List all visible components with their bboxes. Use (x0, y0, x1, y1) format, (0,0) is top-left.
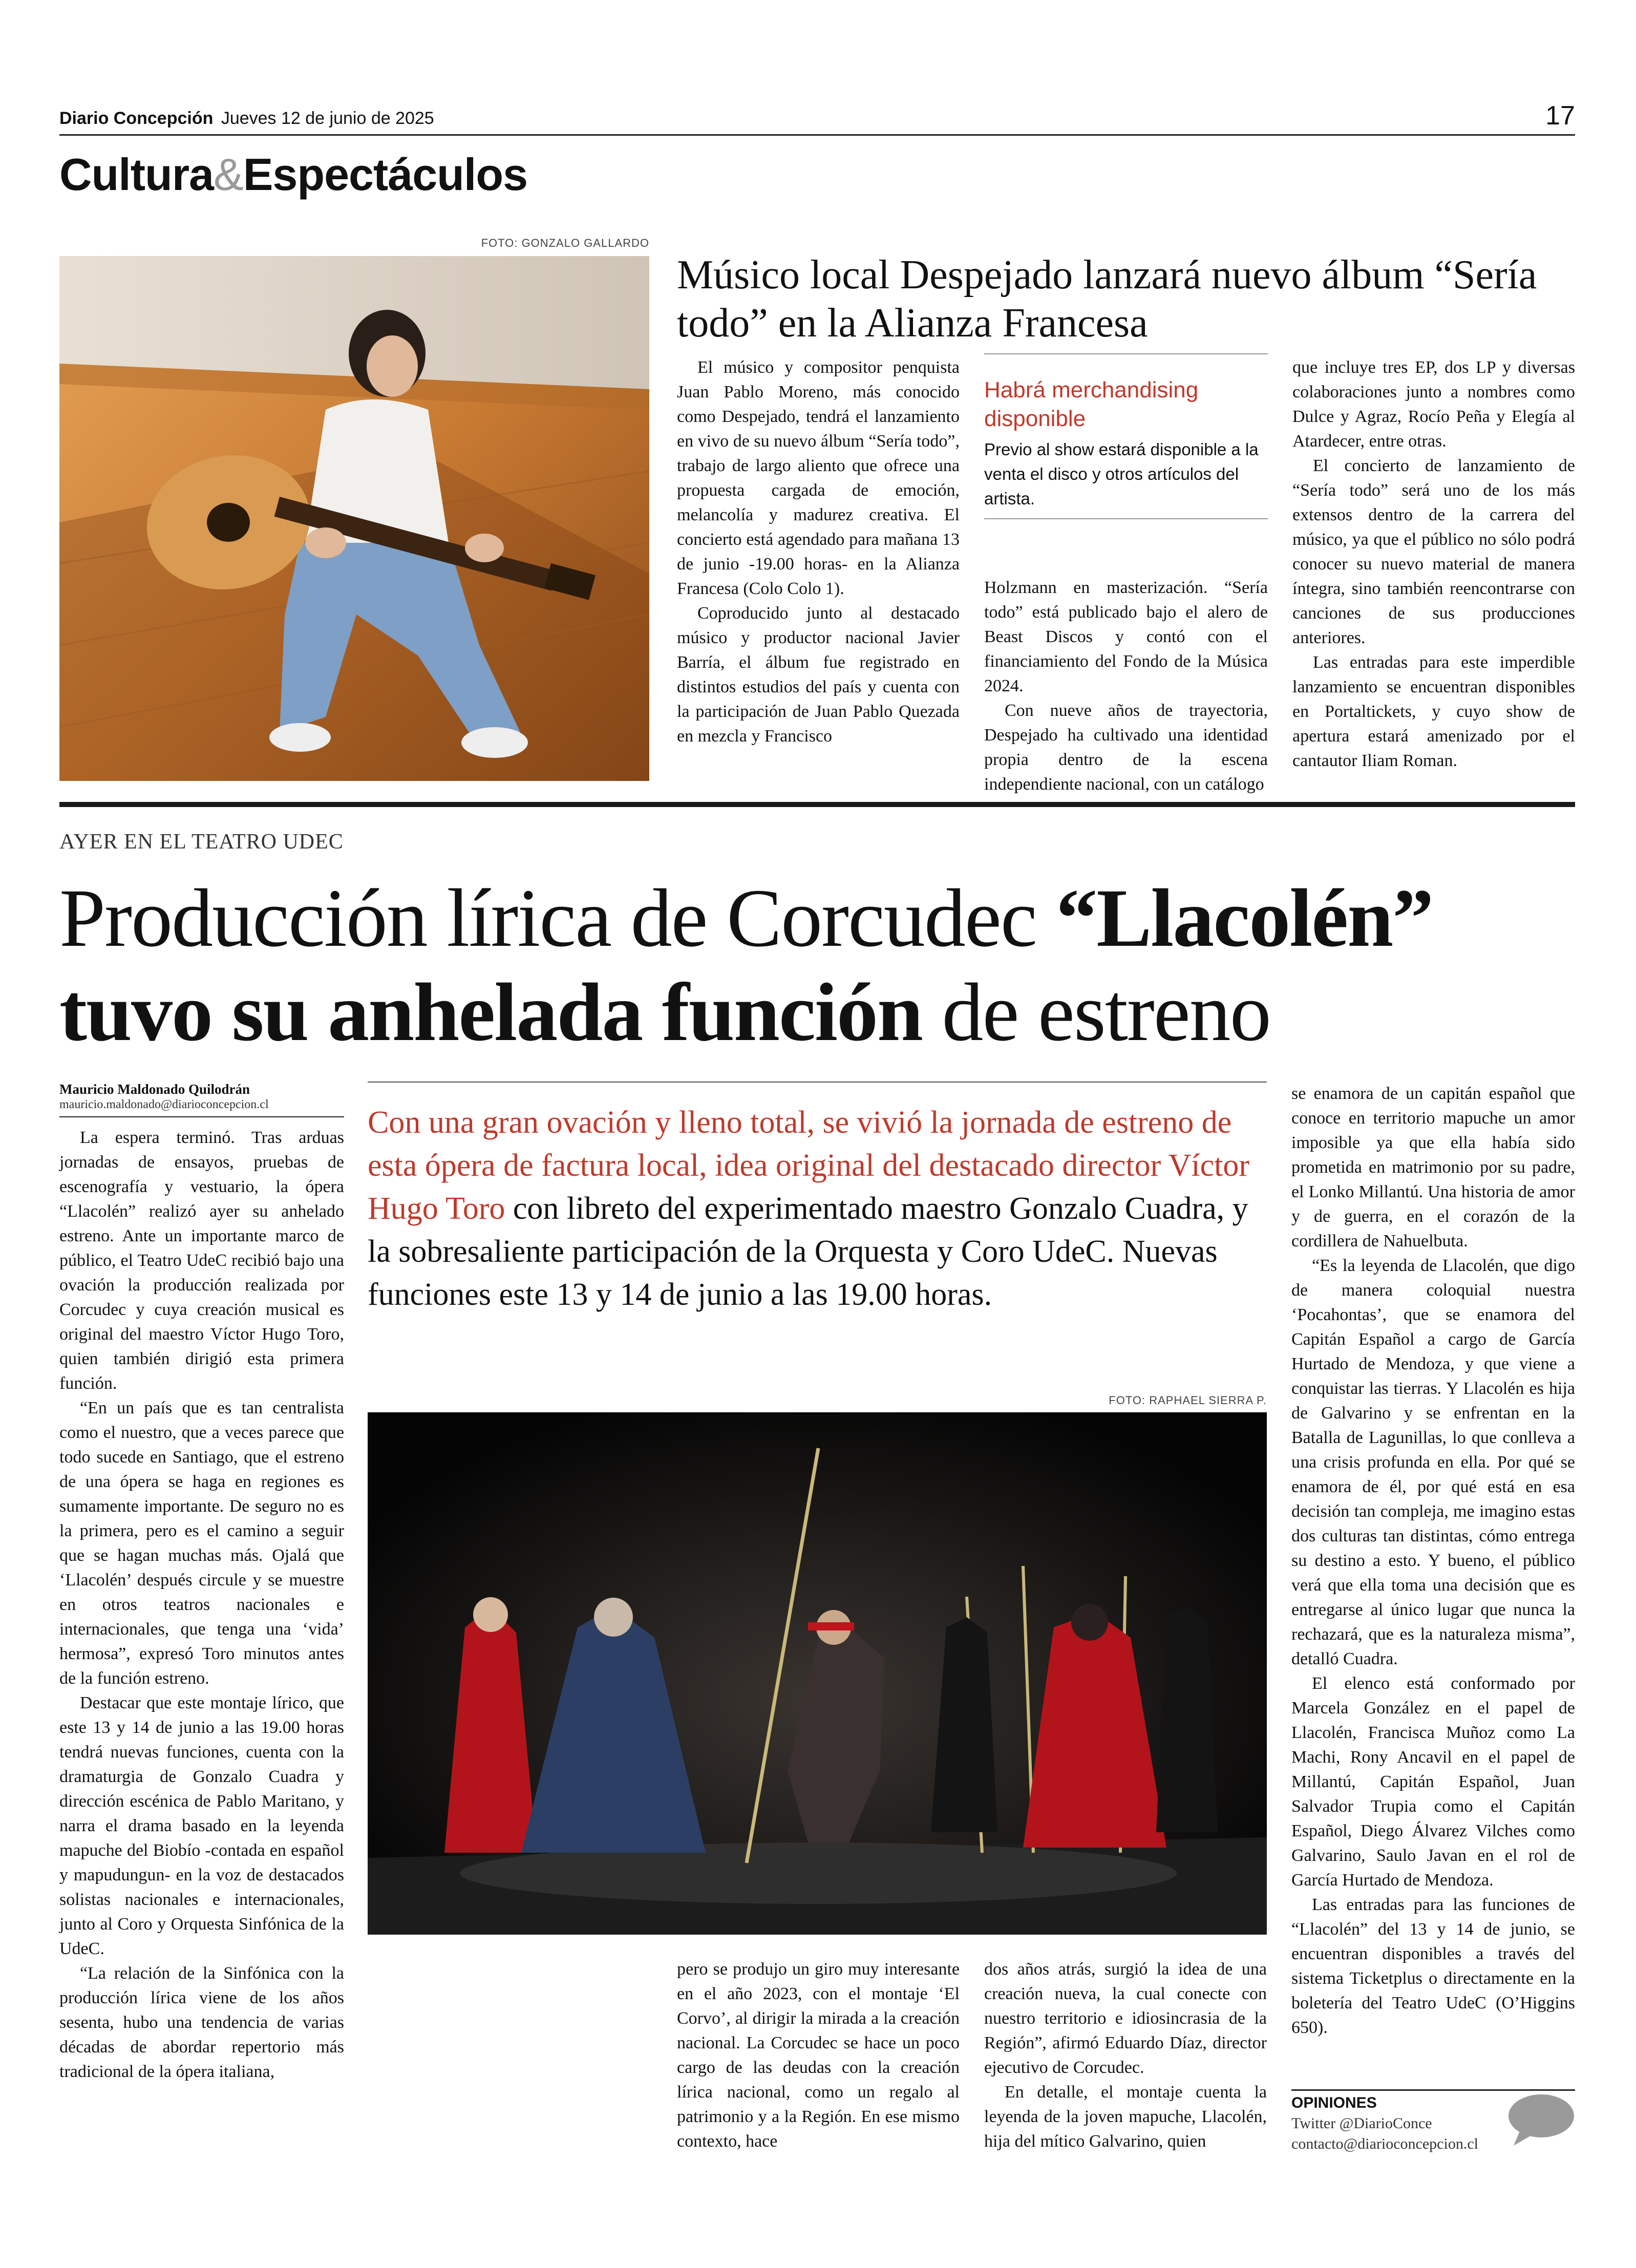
merch-box-text: Previo al show estará disponible a la venta el disco y otros artículos del artista. (984, 440, 1259, 508)
opera-kicker: AYER EN EL TEATRO UDEC (59, 830, 344, 854)
music-col2-para-2: Con nueve años de trayectoria, Despejado ha cultivado una identidad propia dentro de la escena independiente nacional, con un catálogo (984, 701, 1268, 794)
opera-col1-para-1: La espera terminó. Tras arduas jornadas de ensayos, pruebas de escenografía y vestuario, la ópera “Llacolén” realizó ayer su anhelado estreno. Ante un importante marco de público, el Teatro UdeC recibió bajo una ovación la producción realizada por Corcudec y cuya creación musical es original del maestro Víctor Hugo Toro, quien también dirigió esta primera función. (59, 1128, 344, 1393)
headline-regular-2: de estreno (922, 967, 1270, 1058)
music-col3-para-1: que incluye tres EP, dos LP y diversas colaboraciones junto a nombres como Dulce y Agraz, Rocío Peña y Elegía al Atardecer, entre otras. (1292, 358, 1575, 451)
opera-col1-para-4: “La relación de la Sinfónica con la producción lírica viene de los años sesenta, hubo una tendencia de varias décadas de abordar repertorio más tradicional de la ópera italiana, (59, 1964, 344, 2081)
music-col1-para-2: Coproducido junto al destacado músico y productor nacional Javier Barría, el álbum fue registrado en distintos estudios del país y cuenta con la participación de Juan Pablo Quezada en mezcla y Francisco (677, 604, 960, 746)
headline-bold-2: tuvo su anhelada función (59, 967, 923, 1058)
opera-col2-para-1: pero se produjo un giro muy interesante en el año 2023, con el montaje ‘El Corvo’, al dirigir la mirada a la creación nacional. La Corcudec se hace un poco cargo de las deudas con la creación lírica nacional, como un regalo al patrimonio y a la Región. En ese mismo contexto, hace (677, 1960, 960, 2151)
music-column-3 (1292, 355, 1575, 773)
music-column-1 (677, 355, 960, 749)
opera-headline-line-1 (59, 872, 1585, 966)
byline-rule (59, 1116, 344, 1117)
opera-col4-para-3: El elenco está conformado por Marcela González en el papel de Llacolén, Francisca Muñoz como La Machi, Rony Ancavil en el papel de Millantú, Capitán Español, Juan Salvador Trupia como el Capitán Español, Diego Álvarez Vilches como Galvarino, Saulo Javan en el rol de García Hurtado de Mendoza. (1291, 1674, 1575, 1890)
section-part1: Cultura (59, 149, 214, 200)
byline-email: mauricio.maldonado@diarioconcepcion.cl (59, 1098, 269, 1111)
opera-stage-photo (368, 1412, 1267, 1935)
header-rule (59, 134, 1575, 136)
lead-black: con libreto del experimentado maestro Gonzalo Cuadra, y la sobresaliente participación de la Orquesta y Coro UdeC. Nuevas funciones este 13 y 14 de junio a las 19.00 horas. (368, 1191, 1248, 1312)
opera-col4-para-1: se enamora de un capitán español que conoce en territorio mapuche un amor imposible ya que ella había sido prometida en matrimonio por su padre, el Lonko Millantú. Una historia de amor y de guerra, en el corazón de la cordillera de Nahuelbuta. (1291, 1084, 1575, 1250)
opinions-title: OPINIONES (1291, 2094, 1377, 2111)
story-divider (59, 802, 1575, 807)
music-headline: Músico local Despejado lanzará nuevo álbum “Sería todo” en la Alianza Francesa (677, 252, 1537, 346)
opera-col4-para-2: “Es la leyenda de Llacolén, que digo de manera coloquial nuestra ‘Pocahontas’, que se enamora del Capitán Español a cargo de García Hurtado de Mendoza, y que viene a conquistar las tierras. Y Llacolén es hija de Galvarino y se enfrentan en la Batalla de Lagunillas, lo que conlleva a una crisis profunda en ella. Por qué se enamora de él, por qué está en esa decisión tan compleja, me imagino estas dos culturas tan distintas, cómo entrega su destino a esto. Y bueno, el público verá que ella toma una decisión que es entregarse al único lugar que nunca la rechazará, que es la naturaleza misma”, detalló Cuadra. (1291, 1256, 1575, 1668)
merch-box-title: Habrá merchandising disponible (984, 377, 1199, 431)
opinions-twitter[interactable]: Twitter @DiarioConce (1291, 2115, 1432, 2132)
speech-bubble-icon (1504, 2091, 1575, 2148)
opera-column-2 (677, 1957, 960, 2154)
opera-col3-para-2: En detalle, el montaje cuenta la leyenda de la joven mapuche, Llacolén, hija del mítico Galvarino, quien (984, 2083, 1267, 2151)
music-col3-para-3: Las entradas para este imperdible lanzamiento se encuentran disponibles en Portaltickets, y cuyo show de apertura estará amenizado por el cantautor Iliam Roman. (1292, 653, 1575, 770)
merch-box-top-rule (984, 353, 1268, 354)
music-col1-para-1: El músico y compositor penquista Juan Pablo Moreno, más conocido como Despejado, tendrá el lanzamiento en vivo de su nuevo álbum “Sería todo”, trabajo de largo aliento que ofrece una propuesta cargada de emoción, melancolía y madurez creativa. El concierto está agendado para mañana 13 de junio -19.00 horas- en la Alianza Francesa (Colo Colo 1). (677, 358, 960, 598)
lead-red: Con una gran ovación y lleno total, se vivió la jornada de estreno de esta ópera de factura local, idea original del destacado director Víctor Hugo Toro (368, 1105, 1249, 1226)
masthead (59, 109, 1575, 134)
opera-lead (368, 1101, 1267, 1316)
headline-bold-1: “Llacolén” (1056, 873, 1433, 964)
music-photo-credit: FOTO: GONZALO GALLARDO (481, 237, 649, 249)
opera-col1-para-2: “En un país que es tan centralista como el nuestro, que a veces parece que todo sucede en Santiago, que el estreno de una ópera se haga en regiones es sumamente importante. De seguro no es la primera, pero es el camino a seguir que se hagan muchas más. Ojalá que ‘Llacolén’ después circule y se muestre en otros teatros nacionales e internacionales, que tenga una ‘vida’ hermosa”, expresó Toro minutos antes de la función estreno. (59, 1398, 344, 1688)
issue-date: Jueves 12 de junio de 2025 (221, 109, 434, 128)
section-part2: Espectáculos (243, 149, 528, 200)
page-number: 17 (1545, 101, 1575, 131)
music-col3-para-2: El concierto de lanzamiento de “Sería todo” será uno de los más extensos dentro de la carrera del músico, ya que el público no sólo podrá conocer su nuevo material de manera íntegra, sino también reencontrarse con canciones de sus producciones anteriores. (1292, 456, 1575, 647)
opera-col3-para-1: dos años atrás, surgió la idea de una creación nueva, la cual conecte con nuestro territorio e idiosincrasia de la Región”, afirmó Eduardo Díaz, director ejecutivo de Corcudec. (984, 1960, 1267, 2077)
section-title (59, 149, 527, 205)
section-ampersand: & (214, 149, 243, 200)
opera-column-3 (984, 1957, 1267, 2154)
opera-photo-credit: FOTO: RAPHAEL SIERRA P. (1109, 1394, 1267, 1407)
opera-column-1 (59, 1126, 344, 2084)
paper-name: Diario Concepción (59, 109, 214, 128)
opinions-rule (1291, 2089, 1575, 2091)
merch-box-bottom-rule (984, 518, 1268, 519)
headline-regular-1: Producción lírica de Corcudec (59, 873, 1056, 964)
opera-headline-line-2 (59, 966, 1585, 1060)
opera-col4-para-4: Las entradas para las funciones de “Llacolén” del 13 y 14 de junio, se encuentran disponibles a través del sistema Ticketplus o directamente en la boletería del Teatro UdeC (O’Higgins 650). (1291, 1895, 1575, 2037)
guitarist-photo (59, 256, 649, 781)
opera-column-4 (1291, 1082, 1575, 2040)
music-col2-para-1: Holzmann en masterización. “Sería todo” está publicado bajo el alero de Beast Discos y contó con el financiamiento del Fondo de la Música 2024. (984, 578, 1268, 695)
guitarist-illustration (59, 256, 649, 781)
opinions-email[interactable]: contacto@diarioconcepcion.cl (1291, 2135, 1478, 2152)
opera-headline (59, 872, 1585, 1060)
opera-col1-para-3: Destacar que este montaje lírico, que este 13 y 14 de junio a las 19.00 horas tendrá nuevas funciones, cuenta con la dramaturgia de Gonzalo Cuadra y dirección escénica de Pablo Maritano, y narra el drama basado en la leyenda mapuche del Biobío -contada en español y mapudungun- en la voz de destacados solistas nacionales e internacionales, junto al Coro y Orquesta Sinfónica de la UdeC. (59, 1693, 344, 1958)
music-column-2 (984, 576, 1268, 797)
lead-top-rule (368, 1082, 1267, 1083)
opera-stage-illustration (368, 1412, 1267, 1935)
byline-author: Mauricio Maldonado Quilodrán (59, 1082, 250, 1097)
